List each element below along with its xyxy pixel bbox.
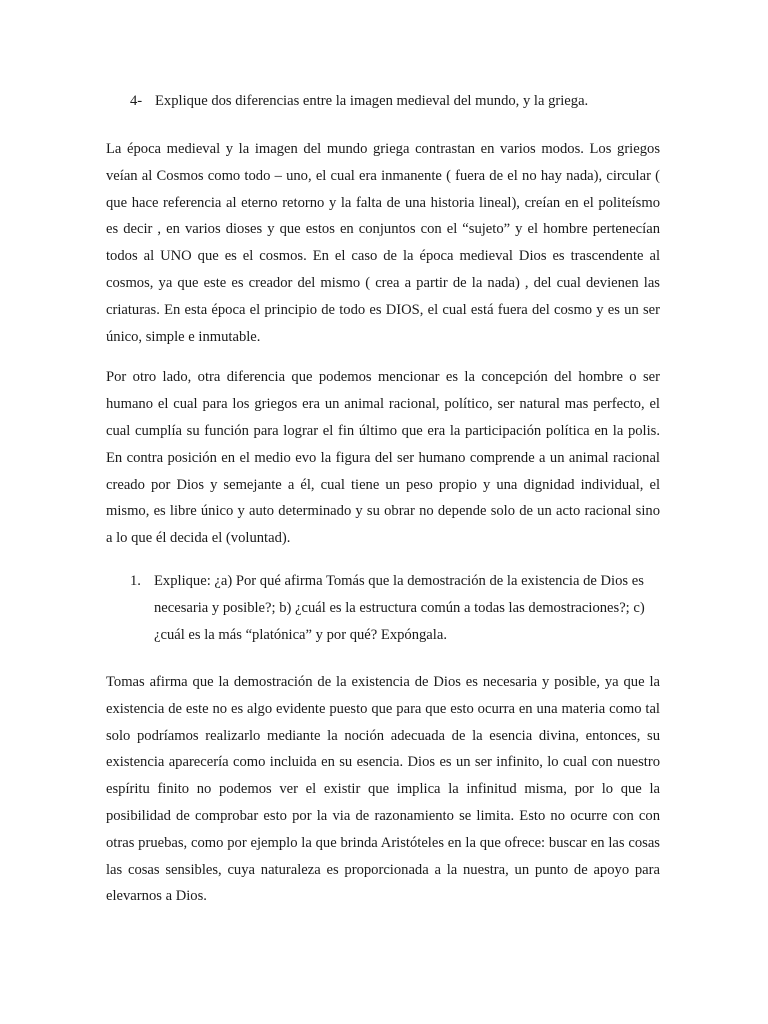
question-4 [130, 90, 660, 112]
answer-4-paragraph-1: La época medieval y la imagen del mundo griega contrastan en varios modos. Los griegos veían al Cosmos como todo – uno, el cual era inmanente ( fuera de el no hay nada), circular ( que hace referencia al eterno retorno y la falta de una historia lineal), creían en el politeísmo es decir , en varios dioses y que estos en conjuntos con el “sujeto” y el hombre pertenecían todos al UNO que es el cosmos. En el caso de la época medieval Dios es trascendente al cosmos, ya que este es creador del mismo ( crea a partir de la nada) , del cual devienen las criaturas. En esta época el principio de todo es DIOS, el cual está fuera del cosmo y es un ser único, simple e inmutable. [106, 141, 660, 345]
question-4-number: 4- [130, 93, 143, 109]
question-1-text: Explique: ¿a) Por qué afirma Tomás que la demostración de la existencia de Dios es necesaria y posible?; b) ¿cuál es la estructura común a todas las demostraciones?; c) ¿cuál es la más “platónica” y por qué? Expóngala. [154, 572, 645, 643]
document-page [106, 90, 660, 924]
answer-4-paragraph-2: Por otro lado, otra diferencia que podemos mencionar es la concepción del hombre o ser humano el cual para los griegos era un animal racional, político, ser natural mas perfecto, el cual cumplía su función para lograr el fin último que era la participación política en la polis. En contra posición en el medio evo la figura del ser humano comprende a un animal racional creado por Dios y semejante a él, cual tiene un peso propio y una dignidad individual, el mismo, es libre único y auto determinado y su obrar no depende solo de un acto racional sino a lo que él decida el (voluntad). [106, 369, 660, 547]
question-1 [130, 568, 660, 649]
question-4-text: Explique dos diferencias entre la imagen medieval del mundo, y la griega. [155, 93, 589, 109]
question-1-number: 1. [130, 572, 141, 589]
answer-1-paragraph: Tomas afirma que la demostración de la existencia de Dios es necesaria y posible, ya que la existencia de este no es algo evidente puesto que para que esto ocurra en una materia como tal solo podríamos realizarlo mediante la noción adecuada de la esencia divina, entonces, su existencia aparecería como incluida en su esencia. Dios es un ser infinito, lo cual con nuestro espíritu finito no podemos ver el existir que implica la infinitud misma, por lo que la posibilidad de comprobar esto por la via de razonamiento se limita. Esto no ocurre con con otras pruebas, como por ejemplo la que brinda Aristóteles en la que ofrece: buscar en las cosas las cosas sensibles, cuya naturaleza es proporcionada a la nuestra, un punto de apoyo para elevarnos a Dios. [106, 673, 660, 905]
